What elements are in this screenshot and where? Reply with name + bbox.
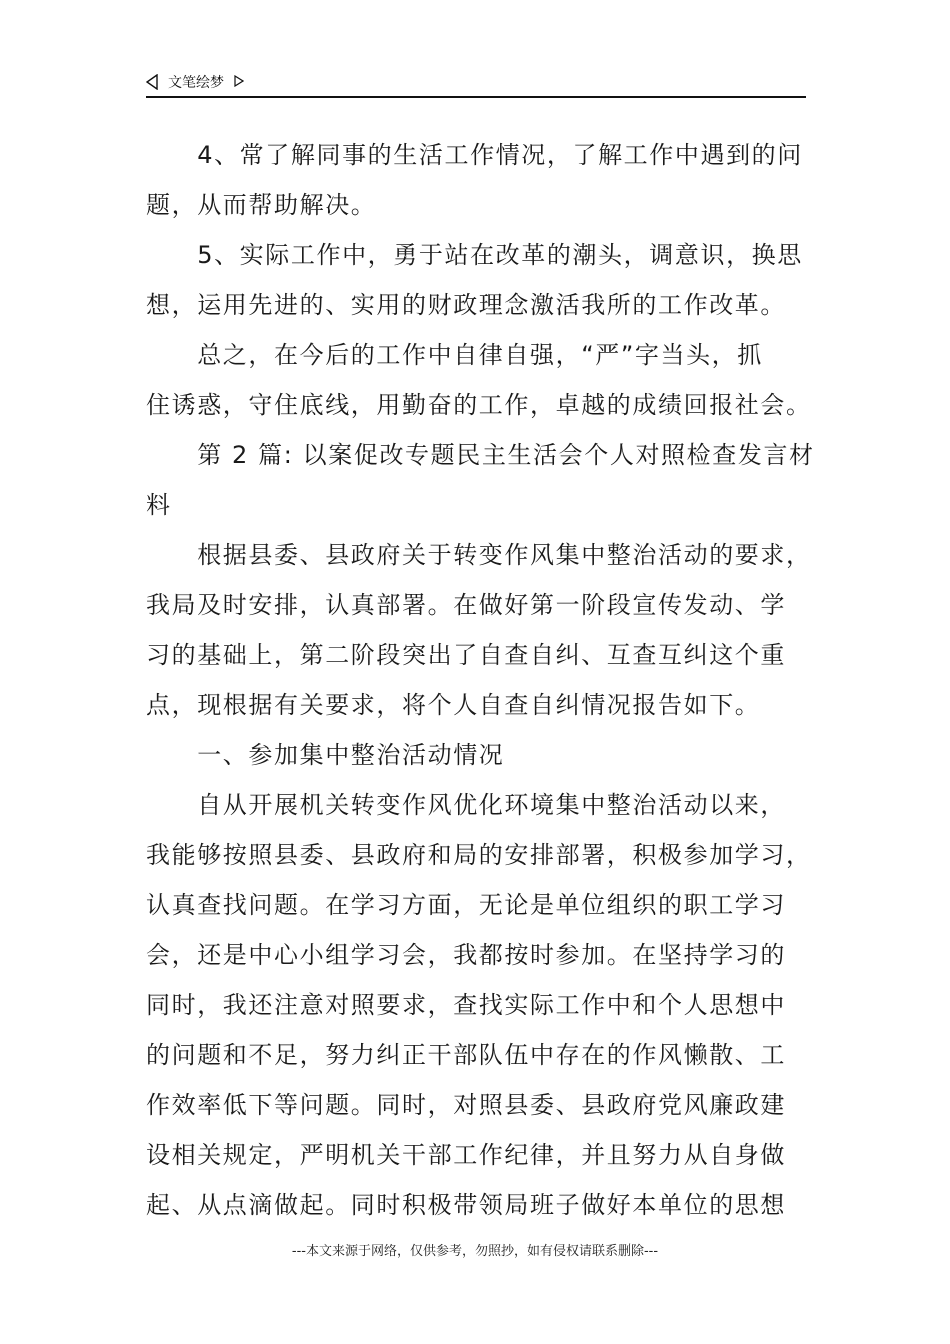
- text-line: 同时，我还注意对照要求，查找实际工作中和个人思想中: [146, 991, 786, 1019]
- text-line: 我局及时安排，认真部署。在做好第一阶段宣传发动、学: [146, 591, 786, 619]
- text-line: 根据县委、县政府关于转变作风集中整治活动的要求，: [146, 541, 812, 569]
- section-heading-line: 料: [146, 491, 172, 519]
- header-brand: 文笔绘梦: [168, 75, 224, 91]
- text-line: 设相关规定，严明机关干部工作纪律，并且努力从自身做: [146, 1141, 786, 1169]
- text-line: 点，现根据有关要求，将个人自查自纠情况报告如下。: [146, 691, 761, 719]
- right-triangle-icon: [234, 75, 244, 87]
- page-footer-disclaimer: ---本文来源于网络，仅供参考，勿照抄，如有侵权请联系删除---: [291, 1244, 659, 1259]
- text-line: 总之，在今后的工作中自律自强，“严”字当头，抓: [146, 341, 763, 369]
- text-line: 我能够按照县委、县政府和局的安排部署，积极参加学习，: [146, 841, 812, 869]
- text-line: 认真查找问题。在学习方面，无论是单位组织的职工学习: [146, 891, 786, 919]
- subheading-line: 一、参加集中整治活动情况: [146, 741, 505, 769]
- document-body: [146, 130, 815, 1230]
- left-triangle-icon: [146, 74, 158, 90]
- text-line: 自从开展机关转变作风优化环境集中整治活动以来，: [146, 791, 786, 819]
- text-line: 作效率低下等问题。同时，对照县委、县政府党风廉政建: [146, 1091, 786, 1119]
- text-line: 4、常了解同事的生活工作情况，了解工作中遇到的问: [146, 141, 803, 169]
- text-line: 习的基础上，第二阶段突出了自查自纠、互查互纠这个重: [146, 641, 786, 669]
- section-heading-line: 第 2 篇: 以案促改专题民主生活会个人对照检查发言材: [146, 441, 815, 469]
- text-line: 5、实际工作中，勇于站在改革的潮头，调意识，换思: [146, 241, 803, 269]
- text-line: 的问题和不足，努力纠正干部队伍中存在的作风懒散、工: [146, 1041, 786, 1069]
- page-header: [146, 68, 806, 98]
- text-line: 住诱惑，守住底线，用勤奋的工作，卓越的成绩回报社会。: [146, 391, 812, 419]
- text-line: 会，还是中心小组学习会，我都按时参加。在坚持学习的: [146, 941, 786, 969]
- text-line: 起、从点滴做起。同时积极带领局班子做好本单位的思想: [146, 1191, 786, 1219]
- text-line: 想，运用先进的、实用的财政理念激活我所的工作改革。: [146, 291, 786, 319]
- text-line: 题，从而帮助解决。: [146, 191, 377, 219]
